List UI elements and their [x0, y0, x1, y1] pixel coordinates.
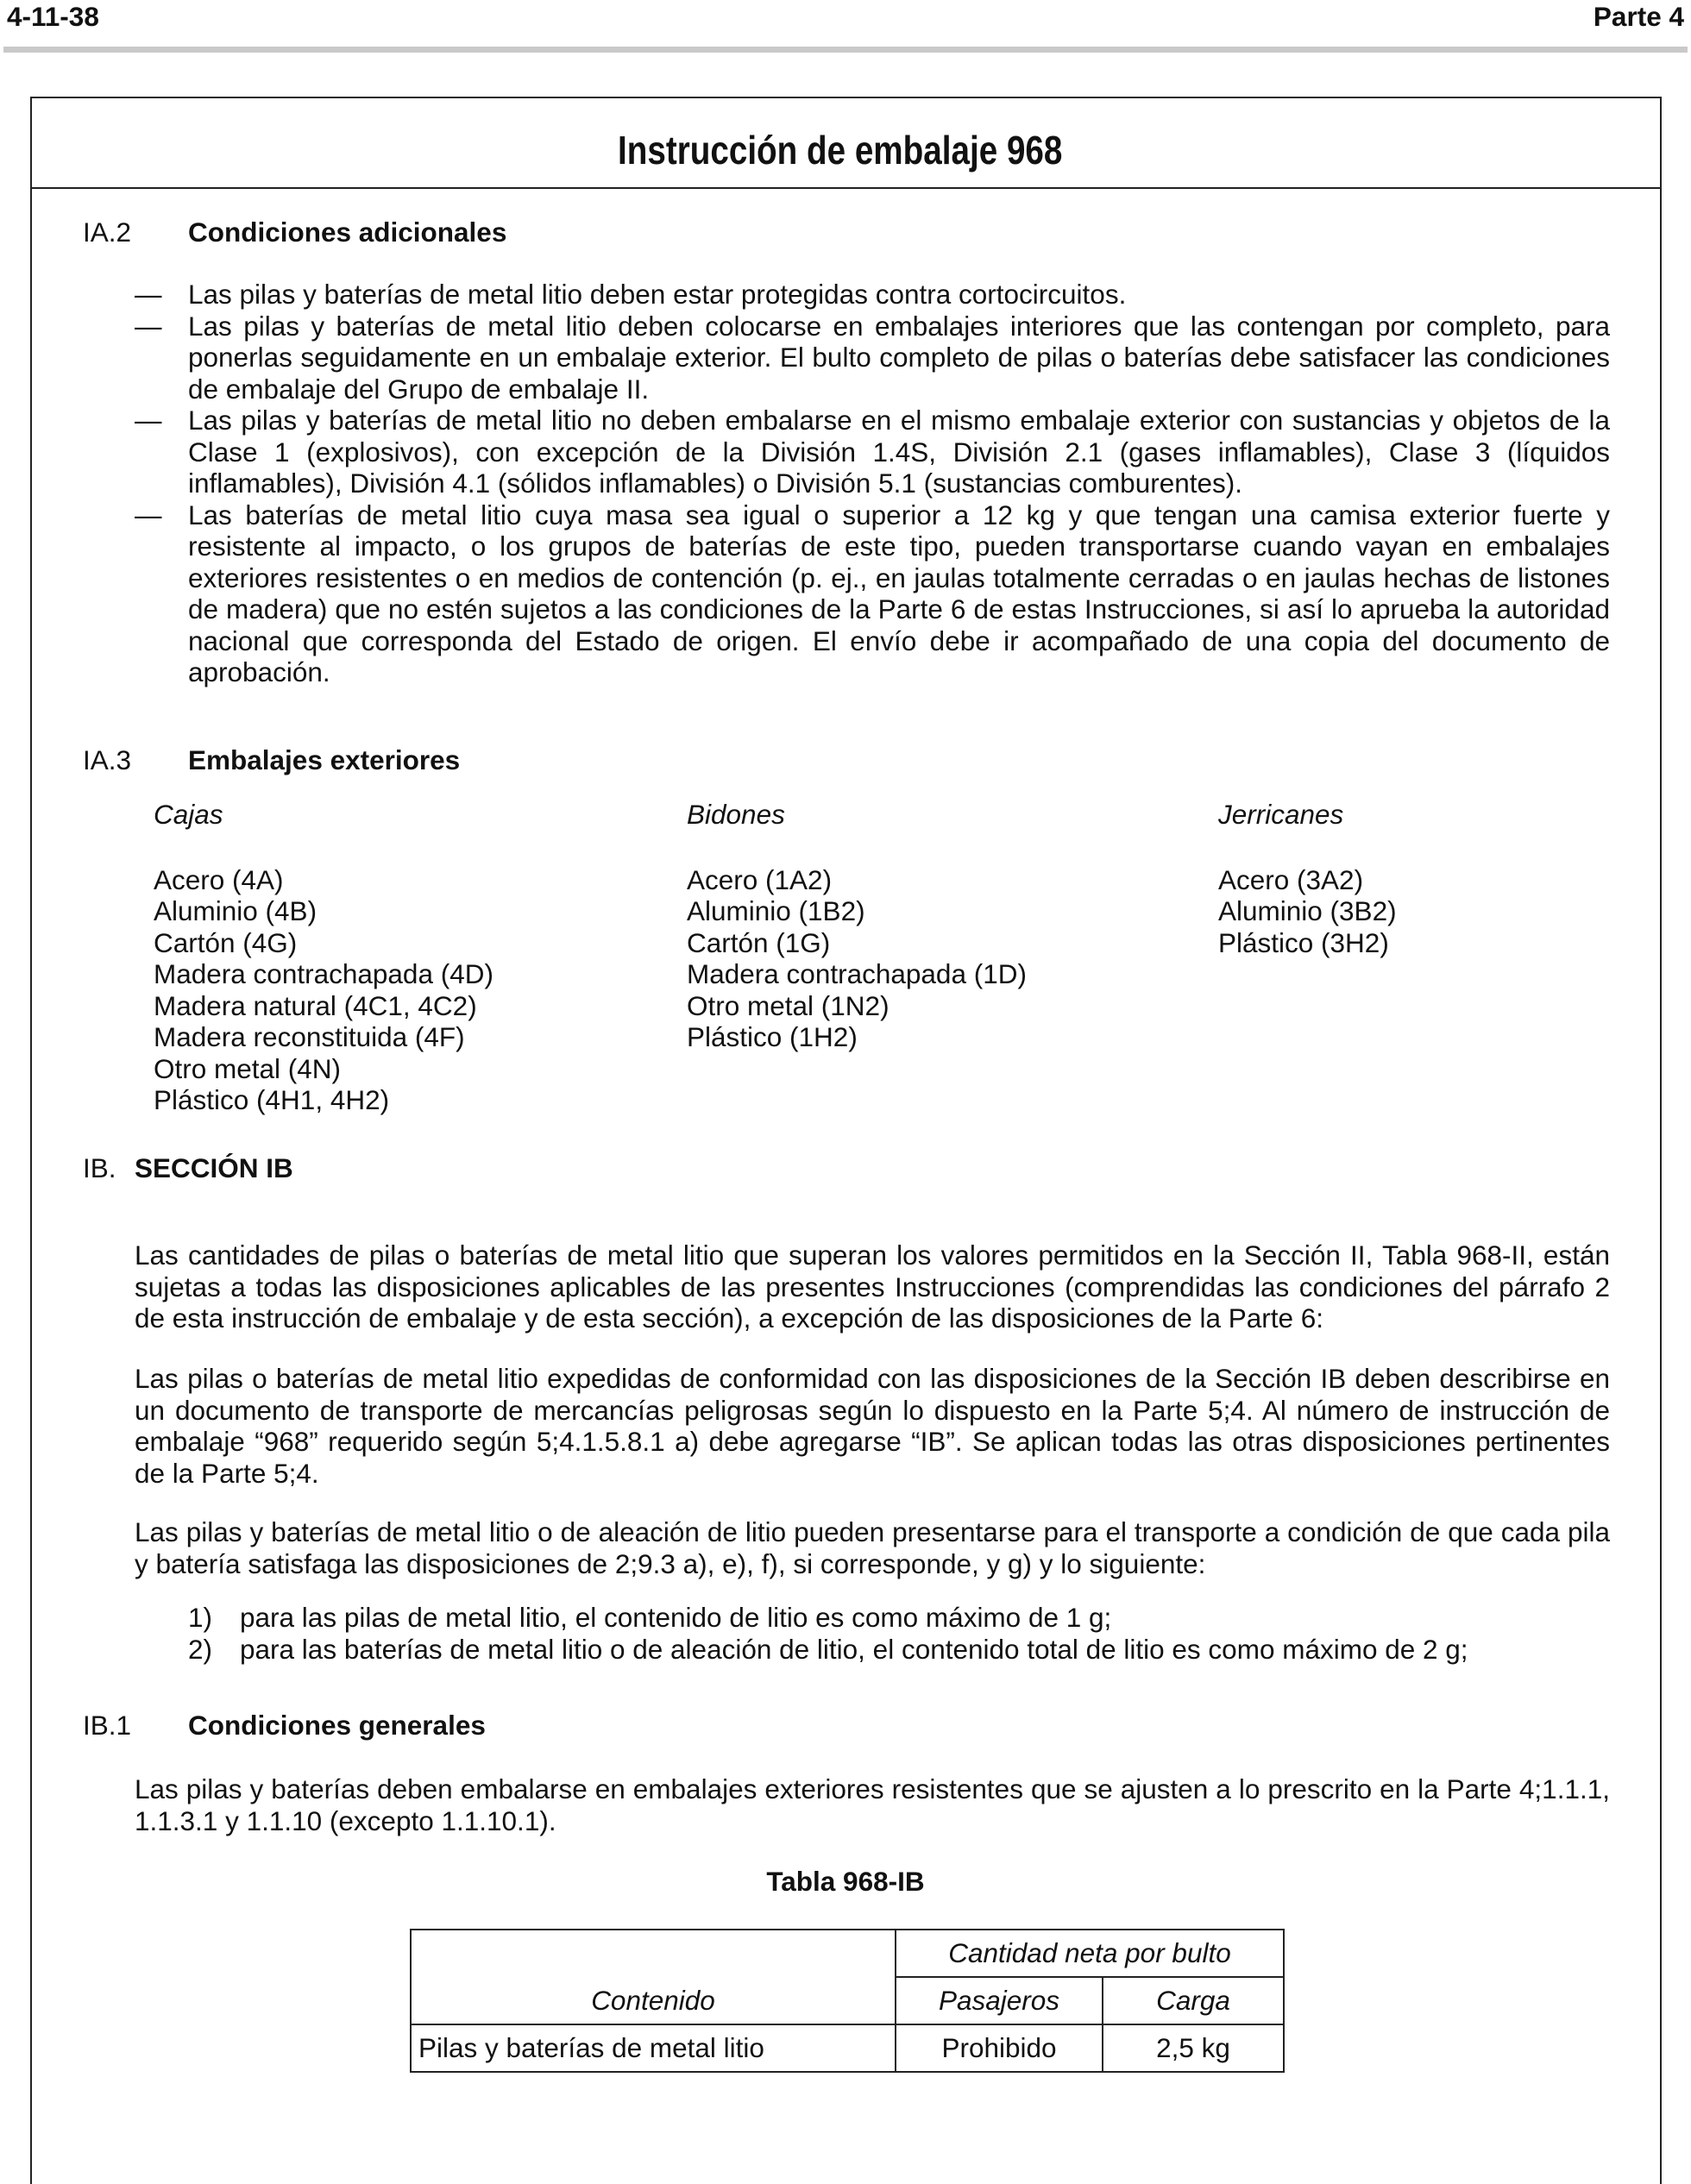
- page-title: Instrucción de embalaje 968: [618, 128, 1063, 173]
- list-item-text: para las baterías de metal litio o de aleación de litio, el contenido total de litio es como máximo de 2 g;: [240, 1633, 1468, 1665]
- table-header-cell: Cantidad neta por bulto: [896, 1930, 1284, 1977]
- list-item-text: Las pilas y baterías de metal litio no deben embalarse en el mismo embalaje exterior con sustancias y objetos de la Clase 1 (explosivos), con excepción de la División 1.4S, División 2.1 (gases inflamables), Clase 3 (líquidos inflamables), División 4.1 (sólidos inflamables) o División 5.1 (sustancias comburentes).: [188, 405, 1610, 499]
- list-item-text: Las baterías de metal litio cuya masa sea igual o superior a 12 kg y que tengan una camisa exterior fuerte y resistente al impacto, o los grupos de baterías de este tipo, pueden transportarse cuando vayan en embalajes exteriores resistentes o en medios de contención (p. ej., en jaulas totalmente cerradas o en jaulas hechas de listones de madera) que no estén sujetos a las condiciones de la Parte 6 de estas Instrucciones, si así lo aprueba la autoridad nacional que corresponda del Estado de origen. El envío debe ir acompañado de una copia del documento de aprobación.: [188, 499, 1610, 687]
- dash-marker: —: [135, 405, 162, 436]
- column-title: Cajas: [154, 799, 223, 830]
- list-item: [188, 1634, 1612, 1666]
- section-heading-ia3: Embalajes exteriores: [188, 744, 461, 775]
- list-item: Otro metal (1N2): [687, 989, 890, 1021]
- header-divider: [3, 47, 1688, 53]
- table-header-cell: [411, 1930, 896, 1977]
- paragraph: Las cantidades de pilas o baterías de metal litio que superan los valores permitidos en la Sección II, Tabla 968-II, están sujetas a todas las disposiciones aplicables de las presentes Instrucciones (comprendidas las condiciones del párrafo 2 de esta instrucción de embalaje y de esta sección), a excepción de las disposiciones de la Parte 6:: [135, 1239, 1610, 1334]
- list-number: 2): [188, 1633, 213, 1665]
- table-header-row: [411, 1977, 1284, 2024]
- list-item: Cartón (1G): [687, 926, 831, 958]
- numbered-list: [188, 1602, 1612, 1665]
- list-item: [135, 405, 1610, 499]
- conditions-list: [135, 279, 1610, 688]
- section-number-ia2: IA.2: [83, 217, 132, 248]
- list-item: Madera contrachapada (1D): [687, 958, 1027, 989]
- dash-marker: —: [135, 310, 162, 342]
- list-item: Acero (4A): [154, 863, 284, 895]
- section-number-ib: IB.: [83, 1152, 116, 1183]
- table-header-cell: Contenido: [411, 1977, 896, 2024]
- column-title: Jerricanes: [1218, 799, 1344, 830]
- list-item: Madera reconstituida (4F): [154, 1021, 465, 1052]
- table-cell: 2,5 kg: [1103, 2024, 1284, 2072]
- list-item: [135, 499, 1610, 688]
- paragraph: Las pilas y baterías de metal litio o de aleación de litio pueden presentarse para el transporte a condición de que cada pila y batería satisfaga las disposiciones de 2;9.3 a), e), f), si corresponde, y g) y lo siguiente:: [135, 1516, 1610, 1579]
- section-heading-ib1: Condiciones generales: [188, 1710, 486, 1741]
- section-heading-ib: SECCIÓN IB: [135, 1152, 293, 1183]
- paragraph: Las pilas o baterías de metal litio expedidas de conformidad con las disposiciones de la Sección IB deben describirse en un documento de transporte de mercancías peligrosas según lo dispuesto en la Parte 5;4. Al número de instrucción de embalaje “968” requerido según 5;4.1.5.8.1 a) debe agregarse “IB”. Se aplican todas las otras disposiciones pertinentes de la Parte 5;4.: [135, 1363, 1610, 1489]
- table-caption: Tabla 968-IB: [766, 1866, 925, 1897]
- table-cell: Pilas y baterías de metal litio: [411, 2024, 896, 2072]
- table-row: [411, 2024, 1284, 2072]
- list-item: [135, 311, 1610, 405]
- section-number-ib1: IB.1: [83, 1710, 132, 1741]
- page-number: 4-11-38: [7, 1, 99, 32]
- column-title: Bidones: [687, 799, 785, 830]
- list-item: Cartón (4G): [154, 926, 298, 958]
- list-item: Madera natural (4C1, 4C2): [154, 989, 477, 1021]
- list-item: [135, 279, 1610, 311]
- list-item: Plástico (4H1, 4H2): [154, 1084, 390, 1115]
- table-cell: Prohibido: [896, 2024, 1103, 2072]
- list-item: Plástico (3H2): [1218, 926, 1389, 958]
- list-item-text: Las pilas y baterías de metal litio deben estar protegidas contra cortocircuitos.: [188, 279, 1127, 310]
- packaging-column-drums: [687, 799, 1027, 1053]
- list-item: Acero (1A2): [687, 863, 833, 895]
- list-item-text: para las pilas de metal litio, el contenido de litio es como máximo de 1 g;: [240, 1602, 1112, 1633]
- section-number-ia3: IA.3: [83, 744, 132, 775]
- table-header-cell: Pasajeros: [896, 1977, 1103, 2024]
- list-item: [188, 1602, 1612, 1634]
- table-header-row: [411, 1930, 1284, 1977]
- section-heading-ia2: Condiciones adicionales: [188, 217, 507, 248]
- quantity-table: [410, 1929, 1285, 2073]
- list-item: Aluminio (1B2): [687, 895, 865, 926]
- list-item: Aluminio (4B): [154, 895, 317, 926]
- packaging-column-boxes: [154, 799, 493, 1116]
- dash-marker: —: [135, 499, 162, 530]
- list-item: Aluminio (3B2): [1218, 895, 1397, 926]
- table-header-cell: Carga: [1103, 1977, 1284, 2024]
- list-item: Otro metal (4N): [154, 1052, 342, 1084]
- dash-marker: —: [135, 279, 162, 310]
- list-number: 1): [188, 1602, 213, 1633]
- list-item: Madera contrachapada (4D): [154, 958, 493, 989]
- list-item: Acero (3A2): [1218, 863, 1364, 895]
- list-item-text: Las pilas y baterías de metal litio deben colocarse en embalajes interiores que las contengan por completo, para ponerlas seguidamente en un embalaje exterior. El bulto completo de pilas o baterías debe satisfacer las condiciones de embalaje del Grupo de embalaje II.: [188, 310, 1610, 405]
- title-divider: [30, 187, 1662, 189]
- paragraph: Las pilas y baterías deben embalarse en embalajes exteriores resistentes que se ajusten a lo prescrito en la Parte 4;1.1.1, 1.1.3.1 y 1.1.10 (excepto 1.1.10.1).: [135, 1773, 1610, 1836]
- packaging-column-jerricans: [1218, 799, 1397, 958]
- part-label: Parte 4: [1593, 1, 1684, 32]
- list-item: Plástico (1H2): [687, 1021, 858, 1052]
